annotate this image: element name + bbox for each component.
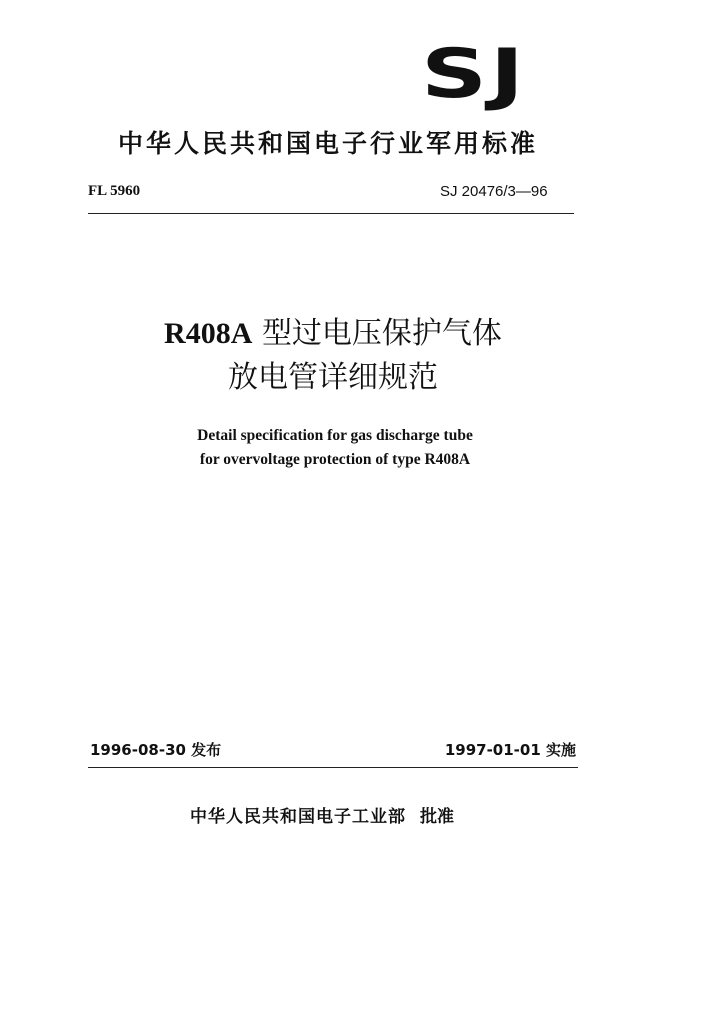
classification-code: FL 5960 bbox=[88, 183, 141, 199]
chinese-title-line2: 放电管详细规范 bbox=[228, 360, 438, 395]
approver-name: 中华人民共和国电子工业部 bbox=[190, 807, 406, 827]
english-title-line2: for overvoltage protection of type R408A bbox=[199, 451, 471, 468]
english-title bbox=[130, 424, 540, 472]
english-title-line1: Detail specification for gas discharge tube bbox=[197, 427, 473, 444]
footer-divider bbox=[88, 767, 578, 768]
standard-number: SJ 20476/3—96 bbox=[440, 183, 548, 200]
approver bbox=[190, 802, 454, 827]
issue-date: 1996-08-30 发布 bbox=[90, 741, 222, 759]
approver-label: 批准 bbox=[420, 807, 454, 827]
organization-title: 中华人民共和国电子行业军用标准 bbox=[118, 129, 539, 158]
effective-date: 1997-01-01 实施 bbox=[444, 741, 576, 759]
sj-logo: SJ bbox=[421, 35, 527, 114]
chinese-title-line1-text: 型过电压保护气体 bbox=[261, 316, 502, 351]
chinese-title-line1 bbox=[118, 312, 548, 356]
chinese-title-code: R408A bbox=[164, 317, 253, 350]
header-divider bbox=[88, 213, 574, 214]
chinese-title bbox=[118, 312, 548, 400]
